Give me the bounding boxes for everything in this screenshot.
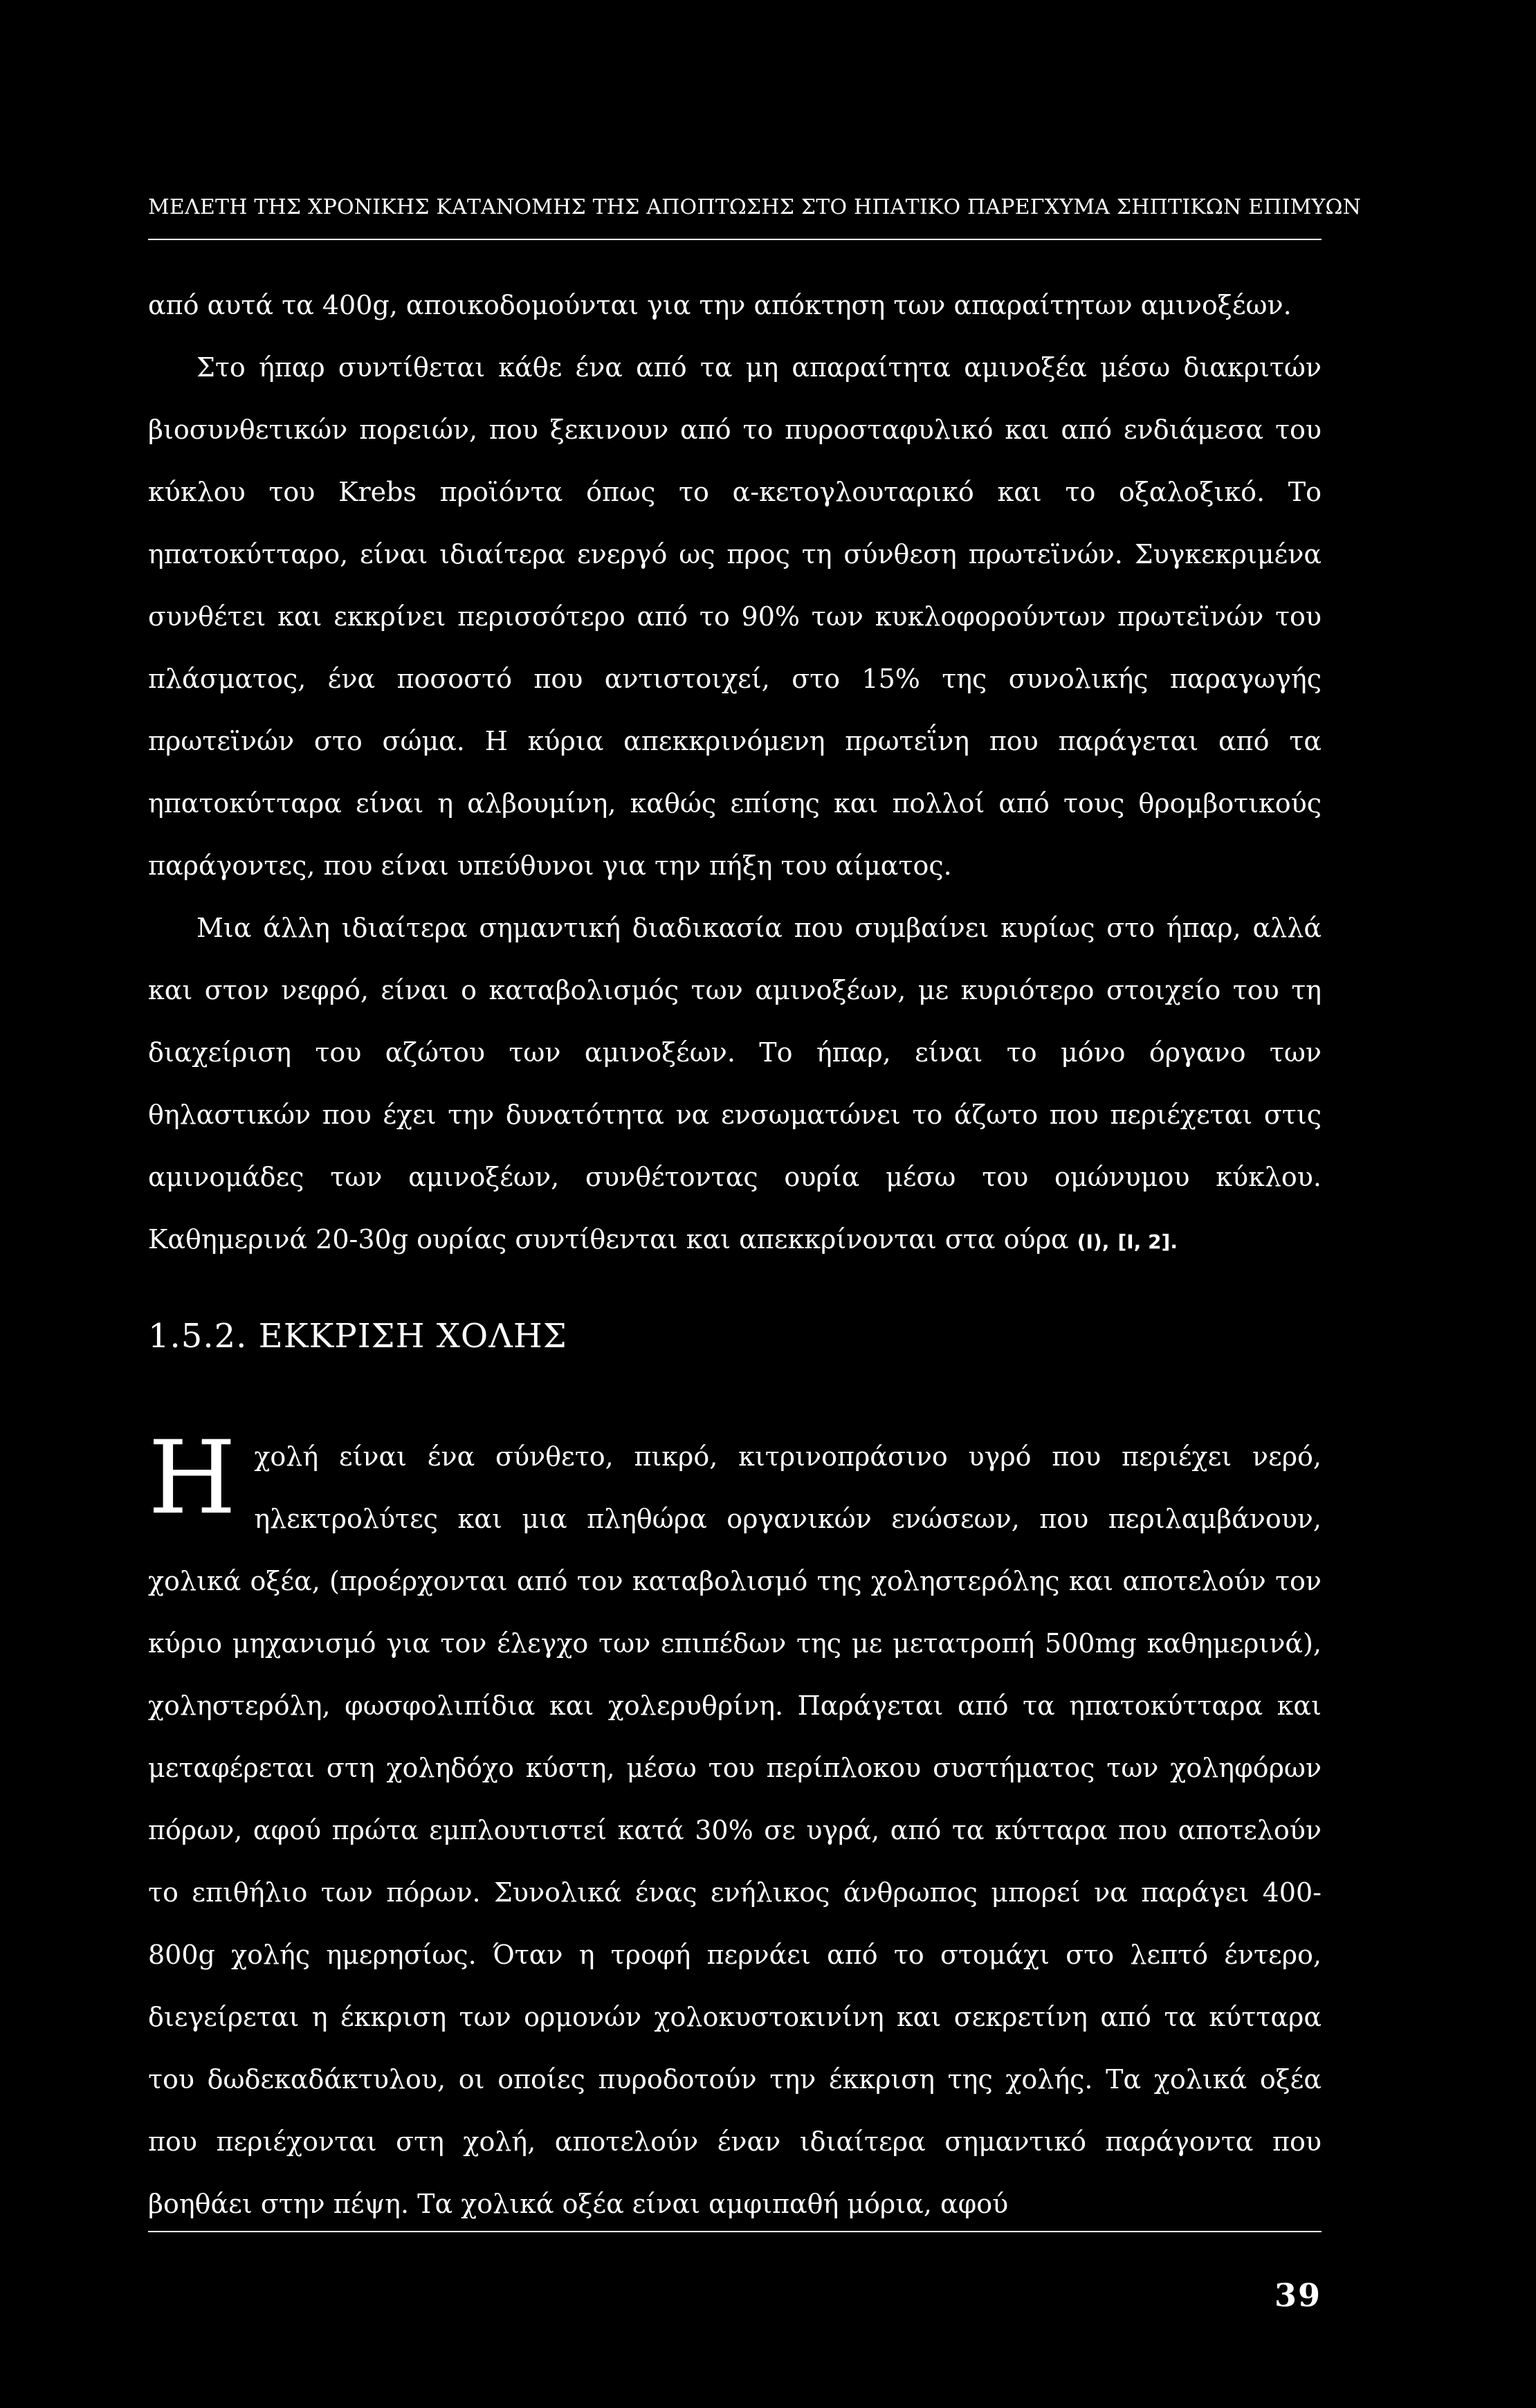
- paragraph-text: Μια άλλη ιδιαίτερα σημαντική διαδικασία που συμβαίνει κυρίως στο ήπαρ, αλλά και στον νεφρό, είναι ο καταβολισμός των αμινοξέων, με κυριότερο στοιχείο του τη διαχείριση του αζώτου των αμινοξέων. Το ήπαρ, είναι το μόνο όργανο των θηλαστικών που έχει την δυνατότητα να ενσωματώνει το άζωτο που περιέχεται στις αμινομάδες των αμινοξέων, συνθέτοντας ουρία μέσω του ομώνυμου κύκλου. Καθημερινά 20-30g ουρίας συντίθενται και απεκκρίνονται στα ούρα: [148, 913, 1322, 1255]
- paragraph-bile: [148, 1419, 1322, 2235]
- paragraph-text: χολή είναι ένα σύνθετο, πικρό, κιτρινοπράσινο υγρό που περιέχει νερό, ηλεκτρολύτες και μια πληθώρα οργανικών ενώσεων, που περιλαμβάνουν, χολικά οξέα, (προέρχονται από τον καταβολισμό της χοληστερόλης και αποτελούν τον κύριο μηχανισμό για τον έλεγχο των επιπέδων της με μετατροπή 500mg καθημερινά), χοληστερόλη, φωσφολιπίδια και χολερυθρίνη. Παράγεται από τα ηπατοκύτταρα και μεταφέρεται στη χοληδόχο κύστη, μέσω του περίπλοκου συστήματος των χοληφόρων πόρων, αφού πρώτα εμπλουτιστεί κατά 30% σε υγρά, από τα κύτταρα που αποτελούν το επιθήλιο των πόρων. Συνολικά ένας ενήλικος άνθρωπος μπορεί να παράγει 400-800g χολής ημερησίως. Όταν η τροφή περνάει από το στομάχι στο λεπτό έντερο, διεγείρεται η έκκριση των ορμονών χολοκυστοκινίνη και σεκρετίνη από τα κύτταρα του δωδεκαδάκτυλου, οι οποίες πυροδοτούν την έκκριση της χολής. Τα χολικά οξέα που περιέχονται στη χολή, αποτελούν έναν ιδιαίτερα σημαντικό παράγοντα που βοηθάει στην πέψη. Τα χολικά οξέα είναι αμφιπαθή μόρια, αφού: [148, 1441, 1322, 2219]
- paragraph-amino-acid-synthesis: Στο ήπαρ συντίθεται κάθε ένα από τα μη απαραίτητα αμινοξέα μέσω διακριτών βιοσυνθετικών πορειών, που ξεκινουν από το πυροσταφυλικό και από ενδιάμεσα του κύκλου του Krebs προϊόντα όπως το α-κετογλουταρικό και το οξαλοξικό. Το ηπατοκύτταρο, είναι ιδιαίτερα ενεργό ως προς τη σύνθεση πρωτεϊνών. Συγκεκριμένα συνθέτει και εκκρίνει περισσότερο από το 90% των κυκλοφορούντων πρωτεϊνών του πλάσματος, ένα ποσοστό που αντιστοιχεί, στο 15% της συνολικής παραγωγής πρωτεϊνών στο σώμα. Η κύρια απεκκρινόμενη πρωτεΐνη που παράγεται από τα ηπατοκύτταρα είναι η αλβουμίνη, καθώς επίσης και πολλοί από τους θρομβοτικούς παράγοντες, που είναι υπεύθυνοι για την πήξη του αίματος.: [148, 352, 1322, 881]
- citation-ref: (I),: [1077, 1230, 1110, 1253]
- citation-ref: [I, 2].: [1117, 1230, 1178, 1253]
- paragraph-amino-acid-catabolism: [148, 897, 1322, 1273]
- footer-rule: [148, 2231, 1322, 2232]
- page-number: 39: [1274, 2277, 1322, 2314]
- section-heading: 1.5.2. ΕΚΚΡΙΣΗ ΧΟΛΗΣ: [148, 1317, 567, 1356]
- running-header: ΜΕΛΕΤΗ ΤΗΣ ΧΡΟΝΙΚΗΣ ΚΑΤΑΝΟΜΗΣ ΤΗΣ ΑΠΟΠΤΩΣΗΣ ΣΤΟ ΗΠΑΤΙΚΟ ΠΑΡΕΓΧΥΜΑ ΣΗΠΤΙΚΩΝ ΕΠΙΜΥΩΝ: [148, 195, 1362, 219]
- drop-cap: Η: [148, 1419, 237, 1537]
- paragraph-continuation: από αυτά τα 400g, αποικοδομούνται για την απόκτηση των απαραίτητων αμινοξέων.: [148, 290, 1292, 320]
- header-rule: [148, 239, 1322, 240]
- body-text-block: [148, 274, 1322, 1273]
- section-body: [148, 1419, 1322, 2235]
